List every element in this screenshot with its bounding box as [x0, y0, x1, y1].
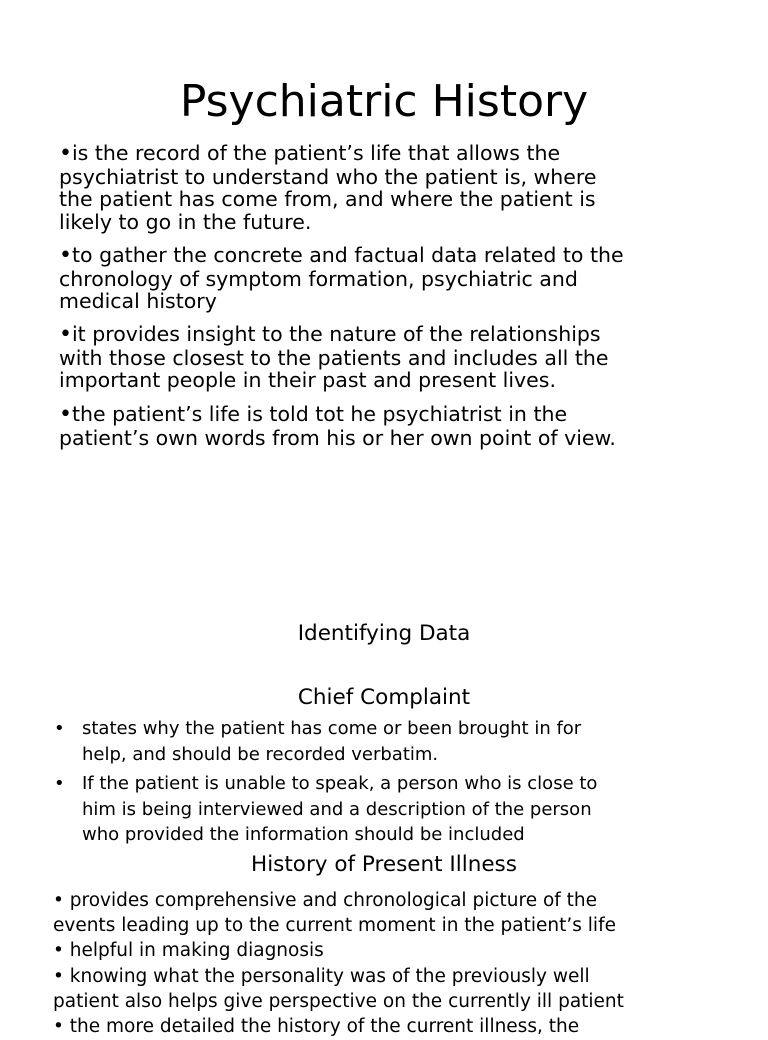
bullet-marker: • — [59, 402, 72, 427]
bullet-text: it provides insight to the nature of the relationships with those closest to the patients and includes all the important people in their past and present lives. — [59, 322, 609, 392]
bullet-item — [59, 142, 719, 233]
text-line: • the more detailed the history of the current illness, the — [53, 1016, 580, 1037]
text-line: events leading up to the current moment in the patient’s life — [53, 915, 616, 936]
bullet-marker: • — [59, 243, 72, 268]
bullet-text: the patient’s life is told tot he psychiatrist in the patient’s own words from his or her own point of view. — [59, 402, 616, 450]
bullet-marker: • — [54, 773, 65, 794]
bullet-item — [59, 323, 719, 392]
bullet-item — [59, 244, 719, 313]
bullet-marker: • — [59, 322, 72, 347]
text-line: • knowing what the personality was of the previously well — [53, 966, 590, 987]
text-line: • helpful in making diagnosis — [53, 940, 324, 961]
list-item-text: states why the patient has come or been brought in for help, and should be recorded verbatim. — [82, 718, 582, 765]
bullet-item — [59, 403, 719, 449]
text-line: • provides comprehensive and chronological picture of the — [53, 890, 598, 911]
history-present-illness-heading: History of Present Illness — [251, 852, 517, 877]
chief-complaint-heading: Chief Complaint — [297, 685, 471, 710]
bullet-text: to gather the concrete and factual data related to the chronology of symptom formation, psychiatric and medical history — [59, 243, 624, 313]
text-line: patient also helps give perspective on the currently ill patient — [53, 991, 624, 1012]
slide-title: Psychiatric History — [179, 76, 589, 127]
bullet-text: is the record of the patient’s life that allows the psychiatrist to understand who the patient is, where the patient has come from, and where the patient is likely to go in the future. — [59, 141, 597, 234]
bullet-marker: • — [59, 141, 72, 166]
identifying-data-heading: Identifying Data — [297, 621, 471, 646]
bullet-marker: • — [54, 718, 65, 739]
list-item-text: If the patient is unable to speak, a person who is close to him is being interviewed and a description of the person who provided the information should be included — [82, 773, 598, 845]
